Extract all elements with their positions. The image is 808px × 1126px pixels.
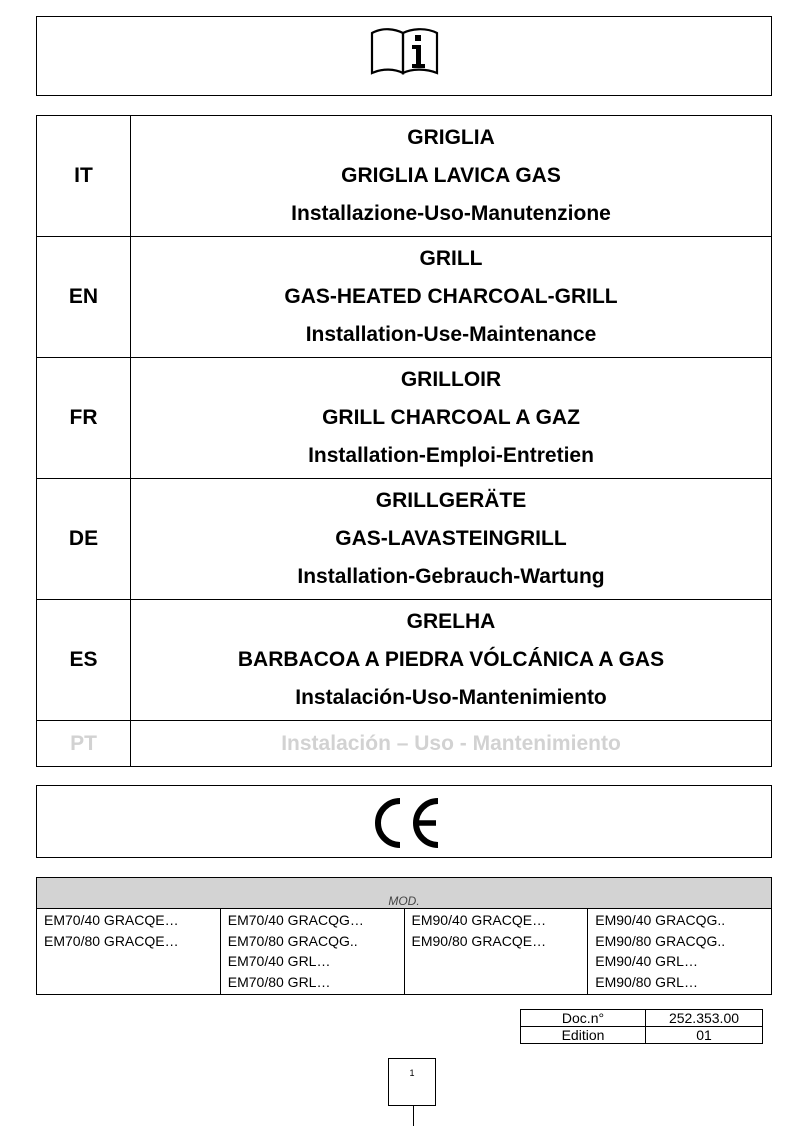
language-code: ES — [37, 600, 131, 721]
models-row — [37, 909, 772, 995]
document-info-table — [520, 1009, 763, 1044]
manual-scope: Installation-Use-Maintenance — [305, 323, 597, 346]
language-code: FR — [37, 358, 131, 479]
product-category: GRILLGERÄTE — [375, 489, 527, 512]
model-code: EM70/40 GRL… — [227, 953, 331, 969]
model-code: EM90/80 GRACQG.. — [595, 932, 726, 949]
language-code: DE — [37, 479, 131, 600]
language-row-fr — [37, 358, 772, 479]
models-column-1 — [37, 909, 221, 995]
doc-number-row — [521, 1010, 763, 1027]
page-divider-line — [413, 1106, 414, 1126]
model-code: EM70/80 GRACQE… — [44, 932, 179, 949]
product-category: GRILL — [419, 247, 483, 270]
manual-scope: Instalación-Uso-Mantenimiento — [295, 686, 607, 709]
manual-scope: Installation-Gebrauch-Wartung — [297, 565, 605, 588]
product-name: GAS-HEATED CHARCOAL-GRILL — [284, 285, 618, 308]
product-category: GRILLOIR — [400, 368, 502, 391]
language-code: IT — [37, 116, 131, 237]
ce-mark-box — [36, 785, 772, 858]
manual-scope: Installazione-Uso-Manutenzione — [291, 202, 611, 225]
model-code: EM90/40 GRACQG.. — [595, 912, 726, 928]
models-column-2 — [220, 909, 404, 995]
edition-value: 01 — [646, 1027, 763, 1044]
ce-mark-icon — [368, 797, 442, 849]
language-code: EN — [37, 237, 131, 358]
model-code: EM70/80 GRL… — [227, 973, 331, 990]
manual-scope: Installation-Emploi-Entretien — [308, 444, 594, 467]
doc-number-label: Doc.n° — [521, 1010, 646, 1027]
product-name: GRIGLIA LAVICA GAS — [341, 164, 561, 187]
language-row-it — [37, 116, 772, 237]
language-row-en — [37, 237, 772, 358]
model-code: EM70/80 GRACQG.. — [227, 932, 358, 949]
model-code: EM70/40 GRACQE… — [44, 912, 179, 928]
language-code: PT — [37, 721, 131, 767]
model-code: EM90/40 GRACQE… — [411, 912, 547, 928]
manual-scope: Instalación – Uso - Mantenimiento — [131, 721, 772, 767]
models-table — [36, 877, 772, 995]
language-table — [36, 115, 772, 767]
model-code: EM70/40 GRACQG… — [227, 912, 364, 928]
edition-row — [521, 1027, 763, 1044]
product-name: GRILL CHARCOAL A GAZ — [322, 406, 580, 429]
manual-info-icon — [369, 21, 441, 77]
product-name: GAS-LAVASTEINGRILL — [335, 527, 567, 550]
models-header: MOD. — [37, 878, 772, 909]
product-category: GRIGLIA — [407, 126, 495, 149]
language-row-pt — [37, 721, 772, 767]
doc-number-value: 252.353.00 — [646, 1010, 763, 1027]
models-column-3 — [404, 909, 588, 995]
language-row-de — [37, 479, 772, 600]
model-code: EM90/40 GRL… — [595, 953, 698, 969]
models-column-4 — [588, 909, 772, 995]
page-number: 1 — [388, 1058, 436, 1106]
product-category: GRELHA — [406, 610, 496, 633]
language-row-es — [37, 600, 772, 721]
manual-icon-box — [36, 16, 772, 96]
model-code: EM90/80 GRACQE… — [411, 932, 547, 949]
edition-label: Edition — [521, 1027, 646, 1044]
product-name: BARBACOA A PIEDRA VÓLCÁNICA A GAS — [237, 648, 665, 671]
model-code: EM90/80 GRL… — [595, 973, 698, 990]
